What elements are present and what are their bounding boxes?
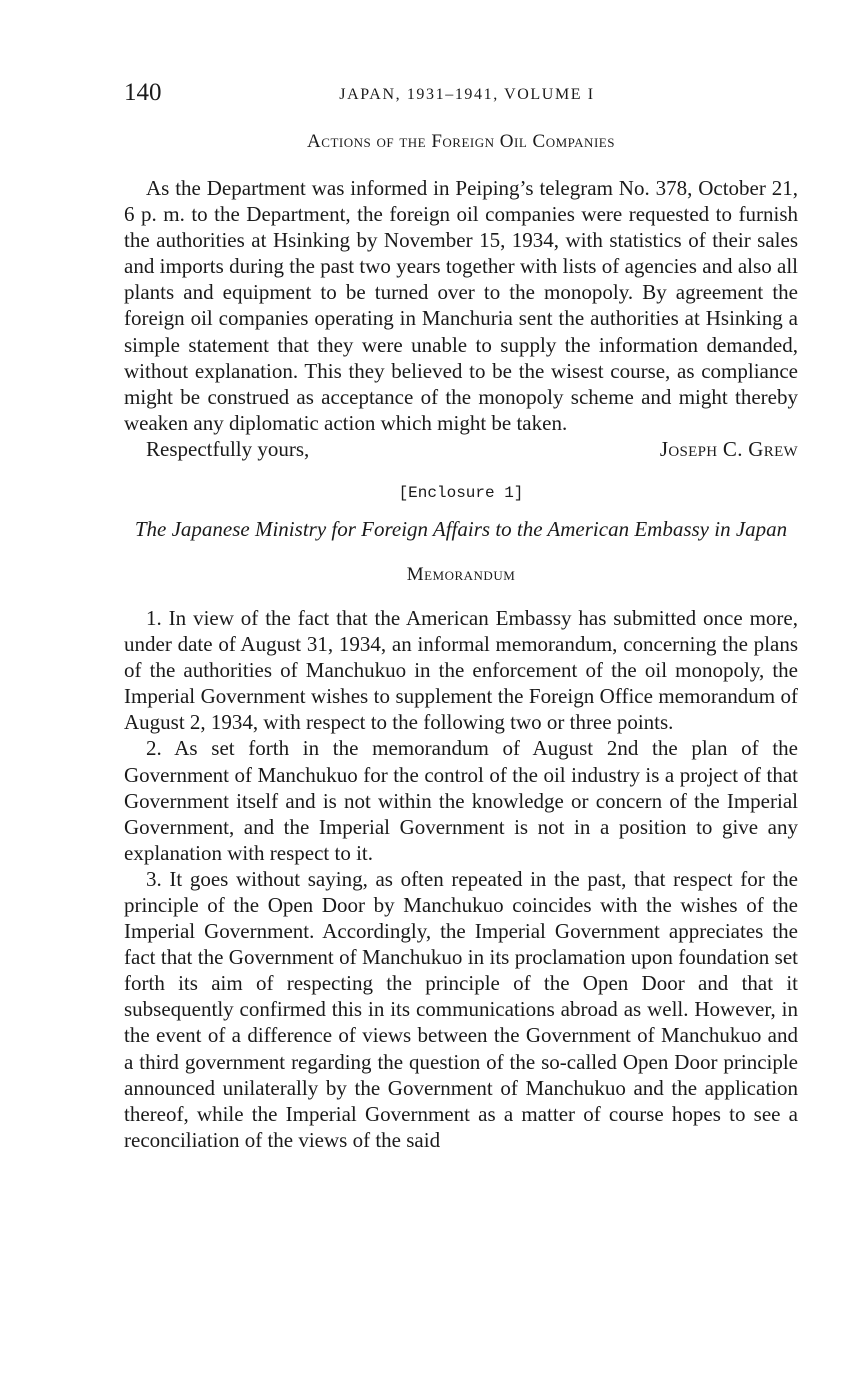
enclosure-label: [Enclosure 1]	[398, 483, 524, 502]
closing-line	[124, 436, 798, 462]
page-number: 140	[124, 79, 162, 106]
document-page	[124, 78, 798, 1153]
report-paragraph: As the Department was informed in Peiping’s telegram No. 378, October 21, 6 p. m. to the Department, the foreign oil companies were requested to furnish the authorities at Hsinking by November 15, 1934, with statistics of their sales and imports during the past two years together with lists of agencies and also all plants and equipment to be turned over to the monopoly. By agreement the foreign oil companies operating in Manchuria sent the authorities at Hsinking a simple statement that they were unable to supply the information demanded, without explanation. This they believed to be the wisest course, as compliance might be construed as acceptance of the monopoly scheme and might thereby weaken any diplomatic action which might be taken.	[124, 176, 798, 435]
memorandum-heading: Memorandum	[406, 563, 516, 585]
signature: Joseph C. Grew	[659, 436, 798, 461]
memo-paragraph-3: 3. It goes without saying, as often repeated in the past, that respect for the principle of the Open Door by Manchukuo coincides with the wishes of the Imperial Government. Accordingly, the Imperial Government appreciates the fact that the Government of Manchukuo in its proclamation upon foundation set forth its aim of respecting the principle of the Open Door and that it subsequently confirmed this in its communications abroad as well. However, in the event of a difference of views between the Government of Manchukuo and a third government regarding the question of the so-called Open Door principle announced unilaterally by the Government of Manchukuo and the application thereof, while the Imperial Government as a matter of course hopes to see a reconciliation of the views of the said	[124, 866, 798, 1152]
memo-paragraph-2: 2. As set forth in the memorandum of August 2nd the plan of the Government of Manchukuo for the control of the oil industry is a project of that Government itself and is not within the knowledge or concern of the Imperial Government, and the Imperial Government is not in a position to give any explanation with respect to it.	[124, 736, 798, 865]
memo-paragraph-1: 1. In view of the fact that the American Embassy has submitted once more, under date of August 31, 1934, an informal memorandum, concerning the plans of the authorities of Manchukuo in the enforcement of the oil monopoly, the Imperial Government wishes to supplement the Foreign Office memorandum of August 2, 1934, with respect to the following two or three points.	[124, 605, 798, 735]
running-title: JAPAN, 1931–1941, VOLUME I	[339, 86, 595, 103]
section-heading: Actions of the Foreign Oil Companies	[307, 131, 615, 152]
running-header	[124, 78, 798, 112]
complimentary-close: Respectfully yours,	[146, 436, 310, 461]
enclosure-title: The Japanese Ministry for Foreign Affairs to the American Embassy in Japan	[134, 516, 788, 541]
